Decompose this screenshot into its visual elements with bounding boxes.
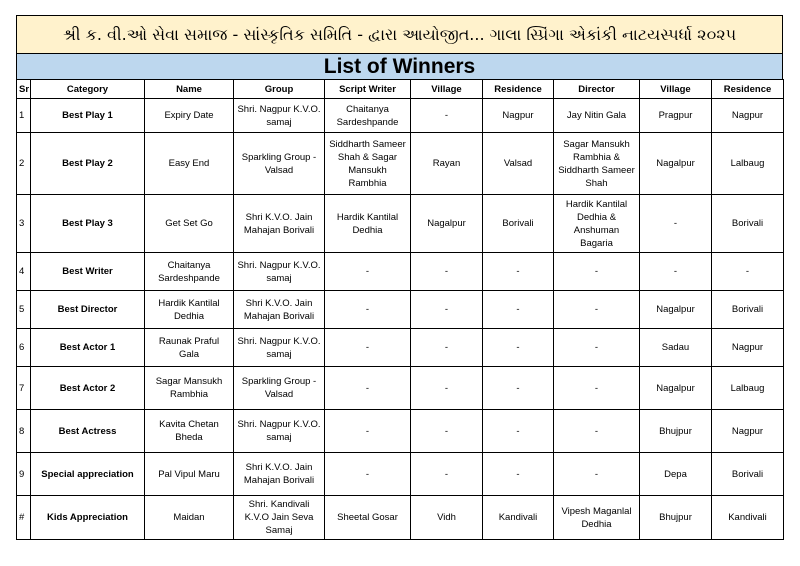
row-residence: Nagpur: [483, 99, 554, 133]
row-name: Maidan: [145, 496, 234, 540]
header-sr: Sr: [17, 80, 31, 99]
table-row: [17, 253, 784, 291]
row-residence: -: [483, 453, 554, 496]
row-category: Best Play 1: [31, 99, 145, 133]
row-director-village: -: [640, 195, 712, 253]
row-director-village: Nagalpur: [640, 291, 712, 329]
winners-table: [16, 79, 784, 540]
table-row: [17, 133, 784, 195]
row-director-village: Bhujpur: [640, 410, 712, 453]
row-residence: -: [483, 410, 554, 453]
event-banner: શ્રી ક. વી.ઓ સેવા સમાજ - સાંસ્કૃતિક સમિતિ - દ્વારા આયોજીત... ગાલા સ્પ્રિંગા એકાંકી નાટયસ્પર્ધા ૨૦૨૫: [16, 15, 783, 53]
row-group: Shri. Nagpur K.V.O. samaj: [234, 410, 325, 453]
row-script-writer: Chaitanya Sardeshpande: [325, 99, 411, 133]
row-group: Shri K.V.O. Jain Mahajan Borivali: [234, 291, 325, 329]
row-residence: Kandivali: [483, 496, 554, 540]
winners-sheet: [16, 15, 783, 540]
row-director-village: Nagalpur: [640, 367, 712, 410]
table-row: [17, 453, 784, 496]
header-village: Village: [411, 80, 483, 99]
table-row: [17, 99, 784, 133]
row-residence: -: [483, 253, 554, 291]
row-category: Best Actor 2: [31, 367, 145, 410]
row-category: Best Play 2: [31, 133, 145, 195]
header-category: Category: [31, 80, 145, 99]
page-title: List of Winners: [16, 53, 783, 79]
row-script-writer: -: [325, 453, 411, 496]
row-script-writer: -: [325, 253, 411, 291]
row-name: Hardik Kantilal Dedhia: [145, 291, 234, 329]
table-row: [17, 195, 784, 253]
row-village: -: [411, 99, 483, 133]
row-director: -: [554, 453, 640, 496]
row-director: -: [554, 253, 640, 291]
row-director: -: [554, 410, 640, 453]
row-village: -: [411, 453, 483, 496]
header-name: Name: [145, 80, 234, 99]
row-director-residence: Borivali: [712, 291, 784, 329]
header-group: Group: [234, 80, 325, 99]
row-director-residence: Borivali: [712, 453, 784, 496]
row-residence: Valsad: [483, 133, 554, 195]
row-director: Sagar Mansukh Rambhia & Siddharth Sameer Shah: [554, 133, 640, 195]
row-name: Expiry Date: [145, 99, 234, 133]
row-sr: 1: [17, 99, 31, 133]
row-village: Rayan: [411, 133, 483, 195]
row-director-residence: Lalbaug: [712, 133, 784, 195]
row-script-writer: Sheetal Gosar: [325, 496, 411, 540]
table-row: [17, 496, 784, 540]
row-director-residence: Nagpur: [712, 99, 784, 133]
row-group: Sparkling Group - Valsad: [234, 133, 325, 195]
row-category: Best Play 3: [31, 195, 145, 253]
row-sr: 9: [17, 453, 31, 496]
row-category: Special appreciation: [31, 453, 145, 496]
row-village: Nagalpur: [411, 195, 483, 253]
header-director-village: Village: [640, 80, 712, 99]
row-village: -: [411, 329, 483, 367]
row-sr: 8: [17, 410, 31, 453]
table-row: [17, 291, 784, 329]
row-category: Best Writer: [31, 253, 145, 291]
row-director-village: Nagalpur: [640, 133, 712, 195]
row-director-residence: Kandivali: [712, 496, 784, 540]
row-village: Vidh: [411, 496, 483, 540]
row-village: -: [411, 410, 483, 453]
row-sr: 7: [17, 367, 31, 410]
row-group: Shri. Nagpur K.V.O. samaj: [234, 329, 325, 367]
header-row: [17, 80, 784, 99]
row-director: Hardik Kantilal Dedhia & Anshuman Bagaria: [554, 195, 640, 253]
row-name: Kavita Chetan Bheda: [145, 410, 234, 453]
row-sr: 6: [17, 329, 31, 367]
row-name: Get Set Go: [145, 195, 234, 253]
row-sr: 5: [17, 291, 31, 329]
row-script-writer: -: [325, 329, 411, 367]
table-row: [17, 410, 784, 453]
row-village: -: [411, 291, 483, 329]
row-residence: Borivali: [483, 195, 554, 253]
table-row: [17, 367, 784, 410]
row-group: Shri K.V.O. Jain Mahajan Borivali: [234, 195, 325, 253]
row-category: Best Actor 1: [31, 329, 145, 367]
row-director-village: Depa: [640, 453, 712, 496]
row-sr: 2: [17, 133, 31, 195]
row-name: Pal Vipul Maru: [145, 453, 234, 496]
row-director-residence: Lalbaug: [712, 367, 784, 410]
row-name: Easy End: [145, 133, 234, 195]
row-residence: -: [483, 329, 554, 367]
row-director-village: -: [640, 253, 712, 291]
table-row: [17, 329, 784, 367]
row-name: Chaitanya Sardeshpande: [145, 253, 234, 291]
row-director-residence: Borivali: [712, 195, 784, 253]
row-residence: -: [483, 291, 554, 329]
row-director: -: [554, 367, 640, 410]
row-category: Kids Appreciation: [31, 496, 145, 540]
row-group: Shri K.V.O. Jain Mahajan Borivali: [234, 453, 325, 496]
row-director: -: [554, 291, 640, 329]
row-director-village: Bhujpur: [640, 496, 712, 540]
header-director: Director: [554, 80, 640, 99]
row-director-residence: Nagpur: [712, 329, 784, 367]
row-category: Best Director: [31, 291, 145, 329]
row-director-residence: -: [712, 253, 784, 291]
row-village: -: [411, 367, 483, 410]
row-name: Sagar Mansukh Rambhia: [145, 367, 234, 410]
row-director-residence: Nagpur: [712, 410, 784, 453]
row-director: Vipesh Maganlal Dedhia: [554, 496, 640, 540]
row-script-writer: Siddharth Sameer Shah & Sagar Mansukh Rambhia: [325, 133, 411, 195]
row-sr: 4: [17, 253, 31, 291]
row-group: Shri. Nagpur K.V.O. samaj: [234, 99, 325, 133]
header-script-writer: Script Writer: [325, 80, 411, 99]
row-village: -: [411, 253, 483, 291]
row-residence: -: [483, 367, 554, 410]
row-sr: 3: [17, 195, 31, 253]
row-script-writer: -: [325, 410, 411, 453]
row-director-village: Pragpur: [640, 99, 712, 133]
row-script-writer: -: [325, 367, 411, 410]
row-name: Raunak Praful Gala: [145, 329, 234, 367]
row-director: Jay Nitin Gala: [554, 99, 640, 133]
row-group: Shri. Nagpur K.V.O. samaj: [234, 253, 325, 291]
row-group: Sparkling Group - Valsad: [234, 367, 325, 410]
row-director: -: [554, 329, 640, 367]
row-group: Shri. Kandivali K.V.O Jain Seva Samaj: [234, 496, 325, 540]
row-category: Best Actress: [31, 410, 145, 453]
row-script-writer: -: [325, 291, 411, 329]
row-sr: #: [17, 496, 31, 540]
row-script-writer: Hardik Kantilal Dedhia: [325, 195, 411, 253]
header-residence: Residence: [483, 80, 554, 99]
row-director-village: Sadau: [640, 329, 712, 367]
header-director-residence: Residence: [712, 80, 784, 99]
